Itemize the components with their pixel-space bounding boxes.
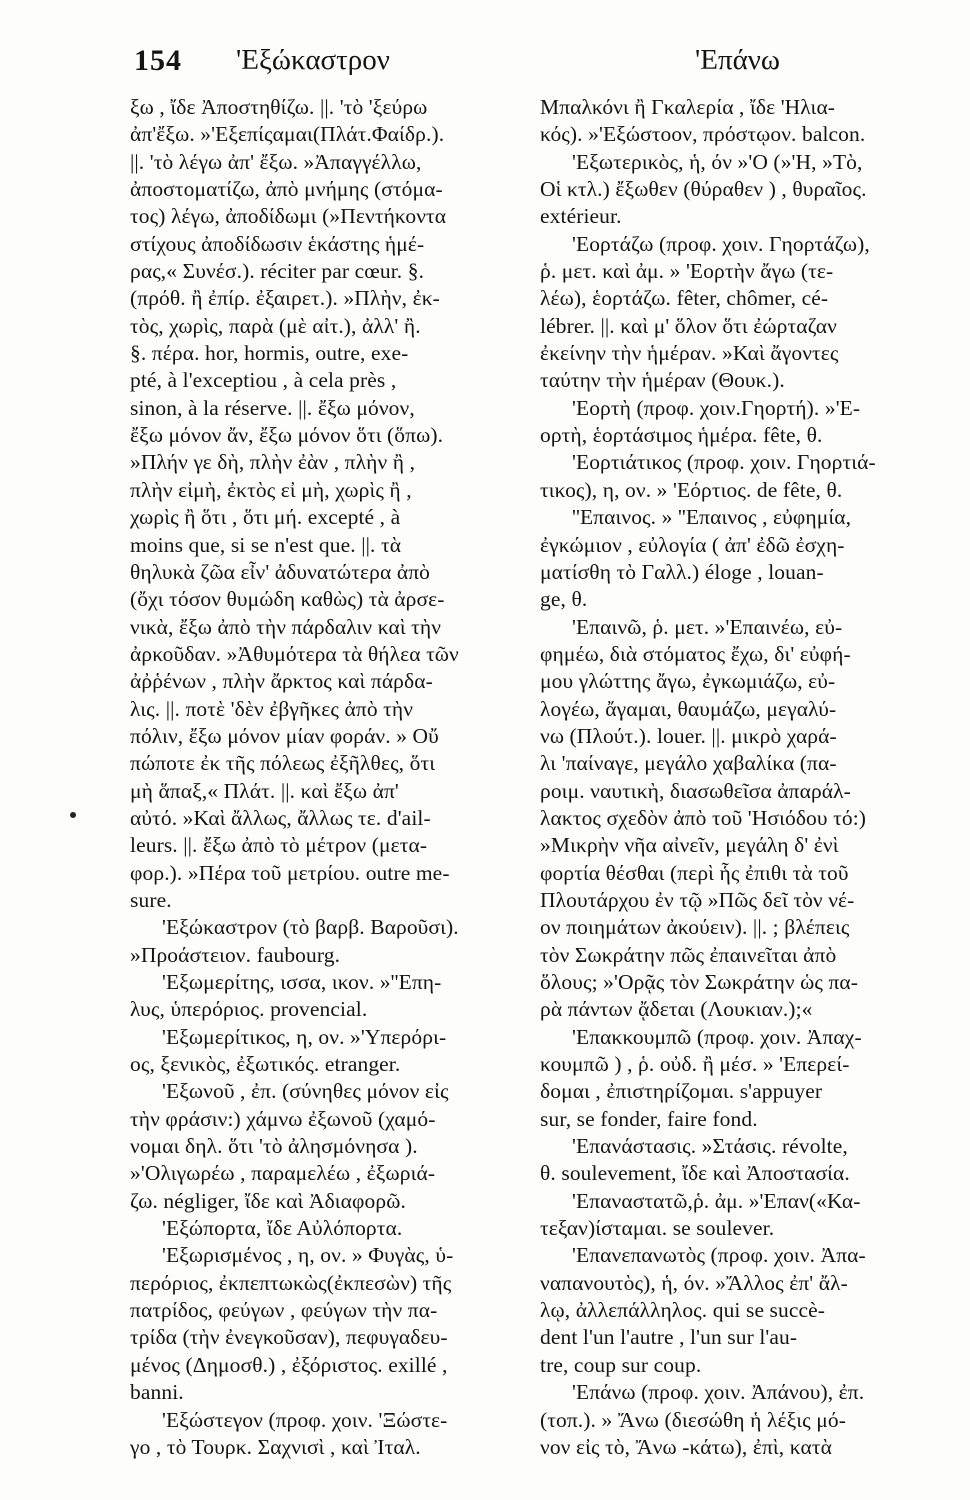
text-line: 'Εξωμερίτης, ισσα, ικον. »''Επη- (162, 970, 442, 994)
text-line: ||. 'τὸ λέγω ἀπ' ἔξω. »Ἀπαγγέλλω, (130, 149, 422, 174)
text-line: 'Εξωτερικὸς, ἡ, όν »'Ο (»'Η, »Τὸ, (572, 149, 863, 174)
text-line: ον ποιημάτων ἀκούειν). ||. ; βλέπεις (540, 915, 850, 940)
text-line: λέω), ἑορτάζω. fêter, chômer, cé- (540, 286, 829, 311)
text-line: 'Εξώστεγον (προφ. χοιν. 'Ξώστε- (162, 1407, 448, 1432)
text-line: νω (Πλούτ.). louer. ||. μικρὸ χαρά- (540, 723, 837, 748)
text-line: Οἱ κτλ.) ἔξωθεν (θύραθεν ) , θυραῖος. (540, 177, 867, 202)
text-line: (πρόθ. ἢ ἐπίρ. ἐξαιρετ.). »Πλὴν, ἐκ- (130, 286, 440, 311)
text-line: pté, à l'exceptiou , à cela près , (130, 368, 397, 393)
text-line: νομαι δηλ. ὅτι 'τὸ ἀλησμόνησα ). (130, 1134, 418, 1159)
text-line: banni. (130, 1380, 184, 1405)
text-line: τὴν φράσιν:) χάμνω ἐξωνοῦ (χαμό- (130, 1106, 436, 1131)
text-line: lébrer. ||. καὶ μ' ὅλον ὅτι ἐώρταζαν (540, 313, 837, 338)
text-line: moins que, si se n'est que. ||. τὰ (130, 532, 402, 557)
text-line: λῳ, ἀλλεπάλληλος. qui se succè- (540, 1298, 826, 1323)
text-line: »Πλήν γε δὴ, πλὴν ἐὰν , πλὴν ἢ , (130, 450, 416, 475)
left-running-head: 'Εξώκαστρον (236, 44, 390, 76)
text-line: τικος), η, ον. » 'Εόρτιος. de fête, θ. (540, 477, 843, 502)
text-line: μὴ ἅπαξ,« Πλάτ. ||. καὶ ἔξω ἀπ' (130, 778, 399, 803)
text-line: 'Επαναστατῶ,ῥ. ἀμ. »'Επαν(«Κα- (572, 1188, 861, 1213)
text-line: 'Εξωνοῦ , ἐπ. (σύνηθες μόνον εἰς (162, 1079, 449, 1104)
text-line: πόλιν, ἔξω μόνον μίαν φοράν. » Οὔ (130, 723, 439, 748)
text-line: λυς, ὑπερόριος. provencial. (130, 997, 368, 1022)
text-line: δομαι , ἐπιστηρίζομαι. s'appuyer (540, 1079, 823, 1104)
text-line: κουμπῶ ) , ῥ. οὐδ. ἢ μέσ. » 'Επερεί- (540, 1052, 850, 1077)
text-line: ἀπ'ἔξω. »'Εξεπίςαμαι(Πλάτ.Φαίδρ.). (130, 122, 445, 147)
text-line: ῥ. μετ. καὶ ἀμ. » 'Εορτὴν ἄγω (τε- (540, 259, 834, 284)
right-text-column (540, 94, 966, 1461)
text-line: λι 'παίναγε, μεγάλο χαβαλίκα (πα- (540, 751, 837, 776)
text-line: 'Επάνω (προφ. χοιν. Ἀπάνου), ἐπ. (572, 1380, 865, 1405)
text-line: Μπαλκόνι ἢ Γκαλερία , ἴδε 'Ηλια- (540, 95, 836, 119)
text-line: ζω. négliger, ἴδε καὶ Ἀδιαφορῶ. (130, 1188, 406, 1213)
text-line: ναπανουτὸς), ἡ, όν. »Ἄλλος ἐπ' ἄλ- (540, 1270, 848, 1295)
text-line: γο , τὸ Τουρκ. Σαχνισὶ , καὶ Ἰταλ. (130, 1434, 421, 1459)
text-line: τὸς, χωρὶς, παρὰ (μὲ αἰτ.), ἀλλ' ἢ. (130, 313, 421, 338)
text-line: (τοπ.). » Ἄνω (διεσώθη ἡ λέξις μό- (540, 1407, 846, 1432)
text-line: »Προάστειον. faubourg. (130, 942, 341, 967)
text-line: sure. (130, 887, 172, 912)
text-line: sinon, à la réserve. ||. ἔξω μόνον, (130, 395, 415, 420)
text-line: 'Εξώπορτα, ἴδε Αὐλόπορτα. (162, 1216, 403, 1241)
text-line: 'Εξώκαστρον (τὸ βαρβ. Βαροῦσι). (162, 915, 459, 940)
text-line: αὐτό. »Καὶ ἄλλως, ἄλλως τε. d'ail- (130, 805, 431, 830)
text-line: (ὄχι τόσον θυμώδη καθὼς) τὰ ἀρσε- (130, 587, 445, 612)
text-line: τρίδα (τὴν ἐνεγκοῦσαν), πεφυγαδευ- (130, 1325, 448, 1350)
text-line: ταύτην τὴν ἡμέραν (Θουκ.). (540, 368, 785, 393)
text-line: »Μικρὴν νῆα αἰνεῖν, μεγάλη δ' ἐνὶ (540, 833, 839, 858)
text-line: μου γλώττης ἄγω, ἐγκωμιάζω, εὐ- (540, 669, 836, 694)
text-line: φημέω, διὰ στόματος ἔχω, δι' εὐφή- (540, 641, 851, 666)
text-line: ge, θ. (540, 587, 588, 612)
text-line: 'Εορτάζω (προφ. χοιν. Γηορτάζω), (572, 231, 870, 256)
text-line: λακτος σχεδὸν ἀπὸ τοῦ 'Ησιόδου τό:) (540, 805, 867, 830)
text-line: ὅλους; »'Ορᾷς τὸν Σωκράτην ὡς πα- (540, 970, 859, 994)
text-line: θηλυκὰ ζῶα εἶν' ἀδυνατώτερα ἀπὸ (130, 559, 430, 584)
text-line: φορτία θέσθαι (περὶ ἧς ἐπιθι τὰ τοῦ (540, 860, 849, 885)
text-line: dent l'un l'autre , l'un sur l'au- (540, 1325, 798, 1350)
text-line: sur, se fonder, faire fond. (540, 1106, 758, 1131)
text-line: 'Επαινῶ, ῥ. μετ. »'Επαινέω, εὐ- (572, 614, 843, 639)
text-line: 'Επακκουμπῶ (προφ. χοιν. Ἀπαχ- (572, 1024, 862, 1049)
text-line: χωρὶς ἢ ὅτι , ὅτι μή. excepté , à (130, 505, 401, 530)
text-line: extérieur. (540, 204, 622, 229)
text-line: τὸν Σωκράτην πῶς ἐπαινεῖται ἀπὸ (540, 942, 837, 967)
text-line: λις. ||. ποτὲ 'δὲν ἐβγῆκες ἀπὸ τὴν (130, 696, 414, 721)
text-line: νον εἰς τὸ, Ἄνω -κάτω), ἐπὶ, κατὰ (540, 1434, 832, 1459)
text-line: ρας,« Συνέσ.). réciter par cœur. §. (130, 259, 425, 284)
text-line: §. πέρα. hor, hormis, outre, exe- (130, 341, 409, 366)
text-line: ''Επαινος. » ''Επαινος , εὐφημία, (572, 505, 852, 530)
text-line: τος) λέγω, ἀποδίδωμι (»Πεντήκοντα (130, 204, 447, 229)
text-line: Πλουτάρχου ἐν τῷ »Πῶς δεῖ τὸν νέ- (540, 887, 855, 912)
text-line: 'Επανάστασις. »Στάσις. révolte, (572, 1134, 848, 1159)
text-line: ἔξω μόνον ἄν, ἔξω μόνον ὅτι (ὅπω). (130, 423, 444, 448)
text-line: ἀῤῥένων , πλὴν ἄρκτος καὶ πάρδα- (130, 669, 433, 694)
page-header (108, 38, 930, 88)
text-line: 'Εξωμερίτικος, η, ον. »'Υπερόρι- (162, 1024, 447, 1049)
text-line: νικὰ, ἔξω ἀπὸ τὴν πάρδαλιν καὶ τὴν (130, 614, 442, 639)
text-line: στίχους ἀποδίδωσιν ἑκάστης ἡμέ- (130, 231, 425, 256)
right-running-head: 'Επάνω (695, 44, 780, 76)
text-line: περόριος, ἐκπεπτωκὼς(ἐκπεσὼν) τῆς (130, 1270, 452, 1295)
text-line: φορ.). »Πέρα τοῦ μετρίου. outre me- (130, 860, 450, 885)
text-line: 'Εορτιάτικος (προφ. χοιν. Γηορτιά- (572, 450, 876, 475)
text-line: πώποτε ἐκ τῆς πόλεως ἐξῆλθες, ὅτι (130, 751, 436, 776)
text-line: ἐκείνην τὴν ἡμέραν. »Καὶ ἄγοντες (540, 341, 839, 366)
text-line: θ. soulevement, ἴδε καὶ Ἀποστασία. (540, 1161, 850, 1186)
text-line: κός). »'Εξώστοον, πρόστῳον. balcon. (540, 122, 866, 147)
text-line: πατρίδος, φεύγων , φεύγων τὴν πα- (130, 1298, 438, 1323)
text-line: τεξαν)ίσταμαι. se soulever. (540, 1216, 775, 1241)
text-line: ος, ξενικὸς, ἐξωτικός. etranger. (130, 1052, 401, 1077)
text-line: μένος (Δημοσθ.) , ἐξόριστος. exillé , (130, 1352, 448, 1377)
text-line: 'Εξωρισμένος , η, ον. » Φυγὰς, ὑ- (162, 1243, 454, 1268)
text-line: leurs. ||. ἔξω ἀπὸ τὸ μέτρον (μετα- (130, 833, 428, 858)
text-line: ορτὴ, ἑορτάσιμος ἡμέρα. fête, θ. (540, 423, 823, 448)
text-line: ματίσθη τὸ Γαλλ.) éloge , louan- (540, 559, 824, 584)
text-line: λογέω, ἄγαμαι, θαυμάζω, μεγαλύ- (540, 696, 837, 721)
text-line: ἀποστοματίζω, ἀπὸ μνήμης (στόμα- (130, 177, 443, 202)
text-line: ἀρκοῦδαν. »Ἀθυμότερα τὰ θήλεα τῶν (130, 641, 459, 666)
text-line: ἐγκώμιον , εὐλογία ( ἀπ' ἐδῶ ἐσχη- (540, 532, 845, 557)
text-line: ρὰ πάντων ᾄδεται (Λουκιαν.);« (540, 997, 813, 1022)
left-text-column (130, 94, 530, 1461)
text-line: 'Εορτὴ (προφ. χοιν.Γηορτή). »'Ε- (572, 395, 861, 420)
page-number: 154 (134, 44, 182, 77)
text-line: tre, coup sur coup. (540, 1352, 702, 1377)
margin-dot (70, 812, 76, 818)
text-line: »'Ολιγωρέω , παραμελέω , ἐξωριά- (130, 1161, 436, 1186)
text-line: ροιμ. ναυτικὴ, διασωθεῖσα ἀπαράλ- (540, 778, 851, 803)
text-line: πλὴν εἰμὴ, ἐκτὸς εἰ μὴ, χωρὶς ἢ , (130, 477, 412, 502)
text-line: ξω , ἴδε Ἀποστηθίζω. ||. 'τὸ 'ξεύρω (130, 95, 428, 119)
text-line: 'Επανεπανωτὸς (προφ. χοιν. Ἀπα- (572, 1243, 866, 1268)
